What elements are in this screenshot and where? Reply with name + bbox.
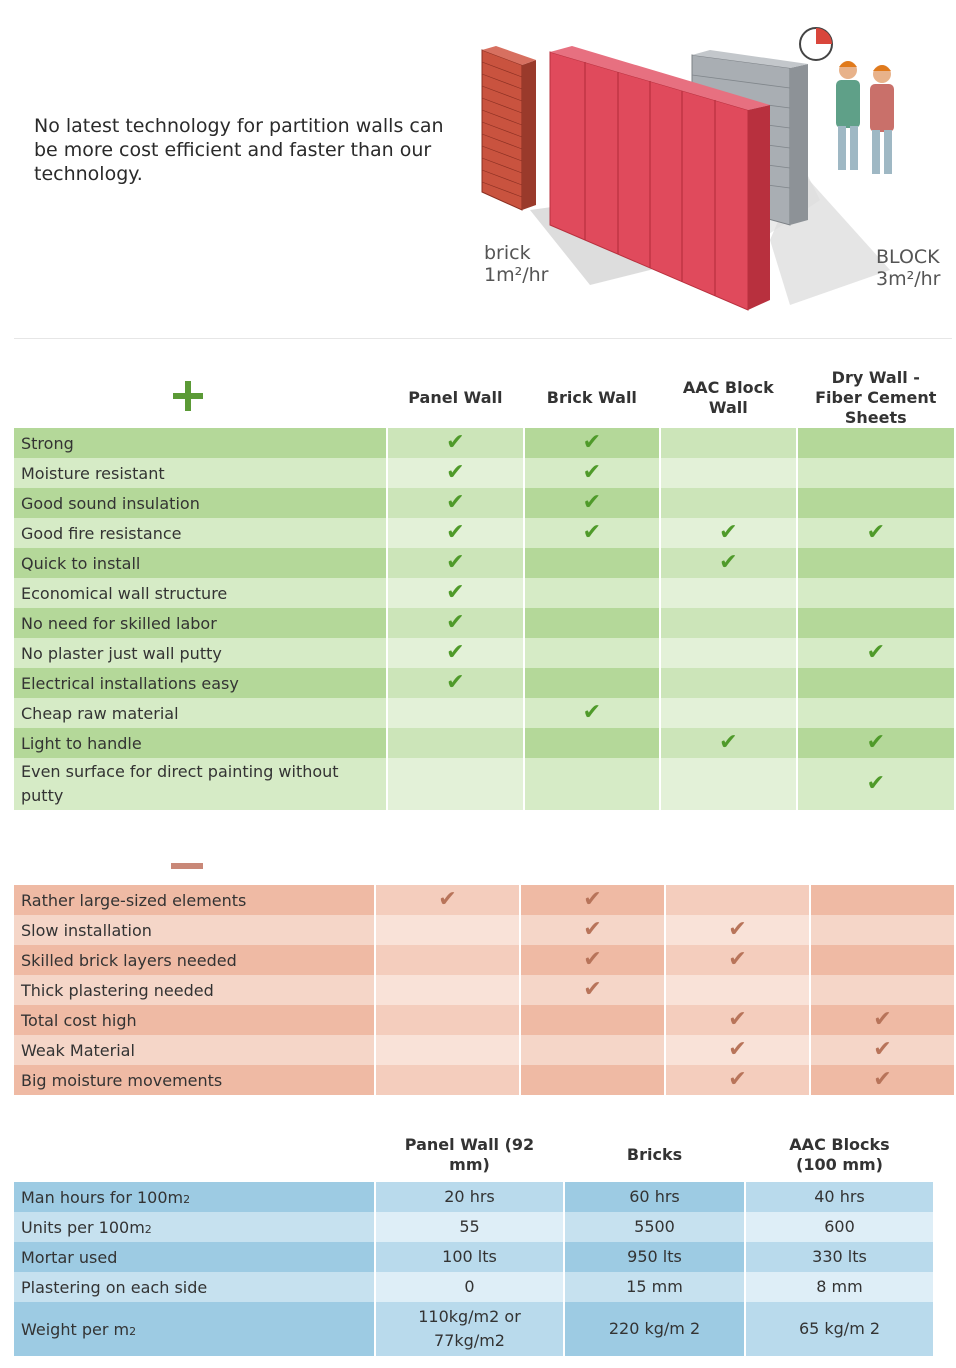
check-cell — [388, 548, 523, 578]
value-cell: 15 mm — [565, 1272, 744, 1302]
checkmark-icon: ✔ — [728, 917, 747, 942]
row-label: Good fire resistance — [14, 518, 386, 548]
checkmark-icon: ✔ — [583, 917, 602, 942]
check-cell — [525, 758, 659, 810]
check-cell — [666, 1065, 809, 1095]
check-cell — [661, 458, 796, 488]
checkmark-icon: ✔ — [728, 1037, 747, 1062]
check-cell — [666, 1005, 809, 1035]
check-cell — [525, 728, 659, 758]
check-cell — [521, 945, 664, 975]
pros-row — [14, 698, 954, 728]
check-cell — [661, 728, 796, 758]
row-label: Rather large-sized elements — [14, 885, 374, 915]
check-cell — [388, 638, 523, 668]
row-label: Slow installation — [14, 915, 374, 945]
check-cell — [811, 1005, 954, 1035]
block-rate: 3m²/hr — [876, 268, 941, 290]
row-label: Total cost high — [14, 1005, 374, 1035]
comparison-table — [12, 1128, 935, 1356]
comparison-row — [14, 1182, 933, 1212]
row-label: Moisture resistant — [14, 458, 386, 488]
check-cell — [525, 518, 659, 548]
check-cell — [521, 1035, 664, 1065]
check-cell — [525, 638, 659, 668]
cons-header-empty — [811, 845, 954, 885]
col-panel-wall: Panel Wall — [408, 388, 503, 407]
pros-row — [14, 728, 954, 758]
check-cell — [376, 885, 519, 915]
checkmark-icon: ✔ — [446, 550, 465, 575]
check-cell — [666, 915, 809, 945]
check-cell — [525, 578, 659, 608]
value-cell: 65 kg/m 2 — [746, 1302, 933, 1356]
checkmark-icon: ✔ — [446, 640, 465, 665]
check-cell — [661, 698, 796, 728]
check-cell — [811, 1035, 954, 1065]
value-cell: 220 kg/m 2 — [565, 1302, 744, 1356]
comparison-row — [14, 1242, 933, 1272]
col-dry-wall: Dry Wall - Fiber Cement Sheets — [815, 368, 937, 427]
pros-row — [14, 578, 954, 608]
clock-icon — [800, 28, 832, 60]
check-cell — [525, 698, 659, 728]
cons-header-empty — [666, 845, 809, 885]
check-cell — [661, 638, 796, 668]
check-cell — [798, 458, 954, 488]
check-cell — [811, 1065, 954, 1095]
check-cell — [661, 668, 796, 698]
check-cell — [521, 1065, 664, 1095]
block-label: BLOCK — [876, 246, 940, 268]
cons-row — [14, 945, 954, 975]
minus-icon — [171, 863, 203, 869]
checkmark-icon: ✔ — [873, 1037, 892, 1062]
check-cell — [376, 915, 519, 945]
check-cell — [798, 548, 954, 578]
row-label: Cheap raw material — [14, 698, 386, 728]
unit-superscript: 2 — [183, 1192, 191, 1206]
plus-icon — [173, 381, 203, 411]
checkmark-icon: ✔ — [583, 947, 602, 972]
check-cell — [811, 975, 954, 1005]
pros-row — [14, 638, 954, 668]
pros-header-row — [14, 368, 954, 428]
cons-header-row — [14, 845, 954, 885]
check-cell — [666, 945, 809, 975]
block-rate-label — [876, 246, 940, 290]
value-cell: 110kg/m2 or 77kg/m2 — [376, 1302, 563, 1356]
checkmark-icon: ✔ — [582, 430, 602, 455]
cons-row — [14, 1035, 954, 1065]
brick-rate: 1m²/hr — [484, 264, 549, 286]
checkmark-icon: ✔ — [583, 977, 602, 1002]
row-label: Big moisture movements — [14, 1065, 374, 1095]
cons-table — [12, 845, 956, 1095]
value-cell: 600 — [746, 1212, 933, 1242]
section-divider — [14, 338, 952, 339]
check-cell — [666, 885, 809, 915]
pros-row — [14, 458, 954, 488]
check-cell — [811, 885, 954, 915]
brick-label: brick — [484, 242, 531, 264]
check-cell — [388, 698, 523, 728]
check-cell — [525, 608, 659, 638]
check-cell — [798, 428, 954, 458]
check-cell — [388, 668, 523, 698]
pros-row — [14, 548, 954, 578]
checkmark-icon: ✔ — [446, 580, 465, 605]
row-label: No need for skilled labor — [14, 608, 386, 638]
check-cell — [525, 488, 659, 518]
pros-row — [14, 488, 954, 518]
cons-row — [14, 1065, 954, 1095]
check-cell — [388, 518, 523, 548]
check-cell — [811, 915, 954, 945]
value-cell: 8 mm — [746, 1272, 933, 1302]
row-label-text: Weight per m — [21, 1319, 130, 1339]
col-aac-blocks-100: AAC Blocks (100 mm) — [789, 1135, 890, 1174]
col-brick-wall: Brick Wall — [546, 388, 637, 407]
check-cell — [388, 458, 523, 488]
row-label: No plaster just wall putty — [14, 638, 386, 668]
cons-row — [14, 885, 954, 915]
checkmark-icon: ✔ — [866, 520, 885, 545]
value-cell: 40 hrs — [746, 1182, 933, 1212]
row-label-text: Man hours for 100m — [21, 1187, 184, 1207]
check-cell — [661, 578, 796, 608]
cons-row — [14, 915, 954, 945]
check-cell — [798, 518, 954, 548]
cons-header-empty — [521, 845, 664, 885]
pros-row — [14, 428, 954, 458]
checkmark-icon: ✔ — [719, 730, 738, 755]
check-cell — [661, 518, 796, 548]
check-cell — [521, 975, 664, 1005]
comparison-row — [14, 1302, 933, 1356]
row-label: Skilled brick layers needed — [14, 945, 374, 975]
check-cell — [666, 1035, 809, 1065]
brick-wall — [482, 46, 536, 210]
row-label — [14, 1272, 374, 1302]
checkmark-icon: ✔ — [866, 771, 885, 796]
check-cell — [388, 428, 523, 458]
check-cell — [798, 608, 954, 638]
row-label — [14, 1182, 374, 1212]
row-label — [14, 1212, 374, 1242]
brick-rate-label — [484, 242, 548, 286]
value-cell: 100 lts — [376, 1242, 563, 1272]
checkmark-icon: ✔ — [873, 1007, 892, 1032]
minus-cell — [14, 845, 374, 885]
cons-header-empty — [376, 845, 519, 885]
value-cell: 0 — [376, 1272, 563, 1302]
value-cell: 5500 — [565, 1212, 744, 1242]
cons-row — [14, 975, 954, 1005]
check-cell — [525, 458, 659, 488]
checkmark-icon: ✔ — [866, 640, 885, 665]
check-cell — [661, 758, 796, 810]
comparison-row — [14, 1272, 933, 1302]
checkmark-icon: ✔ — [446, 610, 465, 635]
checkmark-icon: ✔ — [446, 490, 465, 515]
check-cell — [388, 608, 523, 638]
checkmark-icon: ✔ — [582, 520, 602, 545]
row-label-text: Mortar used — [21, 1247, 118, 1267]
pros-row — [14, 668, 954, 698]
checkmark-icon: ✔ — [719, 550, 738, 575]
check-cell — [388, 728, 523, 758]
checkmark-icon: ✔ — [866, 730, 885, 755]
checkmark-icon: ✔ — [728, 1067, 747, 1092]
check-cell — [521, 885, 664, 915]
pros-row — [14, 608, 954, 638]
unit-superscript: 2 — [144, 1222, 152, 1236]
row-label-text: Plastering on each side — [21, 1277, 208, 1297]
value-cell: 20 hrs — [376, 1182, 563, 1212]
row-label: Light to handle — [14, 728, 386, 758]
pros-table — [12, 368, 956, 810]
pros-row — [14, 518, 954, 548]
check-cell — [798, 578, 954, 608]
check-cell — [388, 758, 523, 810]
row-label: Strong — [14, 428, 386, 458]
row-label: Electrical installations easy — [14, 668, 386, 698]
value-cell: 330 lts — [746, 1242, 933, 1272]
check-cell — [388, 488, 523, 518]
comparison-header-empty — [14, 1128, 374, 1182]
checkmark-icon: ✔ — [719, 520, 738, 545]
pros-row — [14, 758, 954, 810]
value-cell: 55 — [376, 1212, 563, 1242]
checkmark-icon: ✔ — [582, 490, 602, 515]
check-cell — [525, 668, 659, 698]
row-label: Good sound insulation — [14, 488, 386, 518]
check-cell — [388, 578, 523, 608]
check-cell — [521, 915, 664, 945]
checkmark-icon: ✔ — [438, 887, 457, 912]
check-cell — [798, 638, 954, 668]
checkmark-icon: ✔ — [728, 1007, 747, 1032]
check-cell — [525, 428, 659, 458]
col-bricks: Bricks — [626, 1145, 683, 1164]
checkmark-icon: ✔ — [583, 887, 602, 912]
checkmark-icon: ✔ — [446, 430, 465, 455]
row-label-text: Units per 100m — [21, 1217, 145, 1237]
check-cell — [661, 548, 796, 578]
checkmark-icon: ✔ — [873, 1067, 892, 1092]
value-cell: 60 hrs — [565, 1182, 744, 1212]
col-aac-block-wall: AAC Block Wall — [682, 378, 774, 417]
check-cell — [376, 1005, 519, 1035]
check-cell — [811, 945, 954, 975]
row-label — [14, 1242, 374, 1272]
check-cell — [661, 608, 796, 638]
row-label: Thick plastering needed — [14, 975, 374, 1005]
check-cell — [661, 428, 796, 458]
check-cell — [376, 945, 519, 975]
checkmark-icon: ✔ — [446, 670, 465, 695]
check-cell — [798, 668, 954, 698]
check-cell — [798, 698, 954, 728]
check-cell — [521, 1005, 664, 1035]
check-cell — [661, 488, 796, 518]
row-label — [14, 1302, 374, 1356]
row-label: Economical wall structure — [14, 578, 386, 608]
check-cell — [376, 1065, 519, 1095]
row-label: Even surface for direct painting without putty — [14, 758, 386, 810]
check-cell — [525, 548, 659, 578]
checkmark-icon: ✔ — [446, 460, 465, 485]
checkmark-icon: ✔ — [728, 947, 747, 972]
row-label: Weak Material — [14, 1035, 374, 1065]
unit-superscript: 2 — [129, 1324, 137, 1338]
checkmark-icon: ✔ — [446, 520, 465, 545]
cons-row — [14, 1005, 954, 1035]
checkmark-icon: ✔ — [582, 700, 602, 725]
check-cell — [798, 758, 954, 810]
value-cell: 950 lts — [565, 1242, 744, 1272]
check-cell — [376, 975, 519, 1005]
col-panel-wall-92: Panel Wall (92 mm) — [404, 1135, 535, 1174]
check-cell — [376, 1035, 519, 1065]
checkmark-icon: ✔ — [582, 460, 602, 485]
intro-text: No latest technology for partition walls can be more cost efficient and faster than our technology. — [34, 115, 444, 185]
check-cell — [666, 975, 809, 1005]
workers-figure — [836, 61, 894, 174]
comparison-row — [14, 1212, 933, 1242]
check-cell — [798, 728, 954, 758]
row-label: Quick to install — [14, 548, 386, 578]
check-cell — [798, 488, 954, 518]
plus-cell — [14, 368, 386, 428]
comparison-header-row — [14, 1128, 933, 1182]
